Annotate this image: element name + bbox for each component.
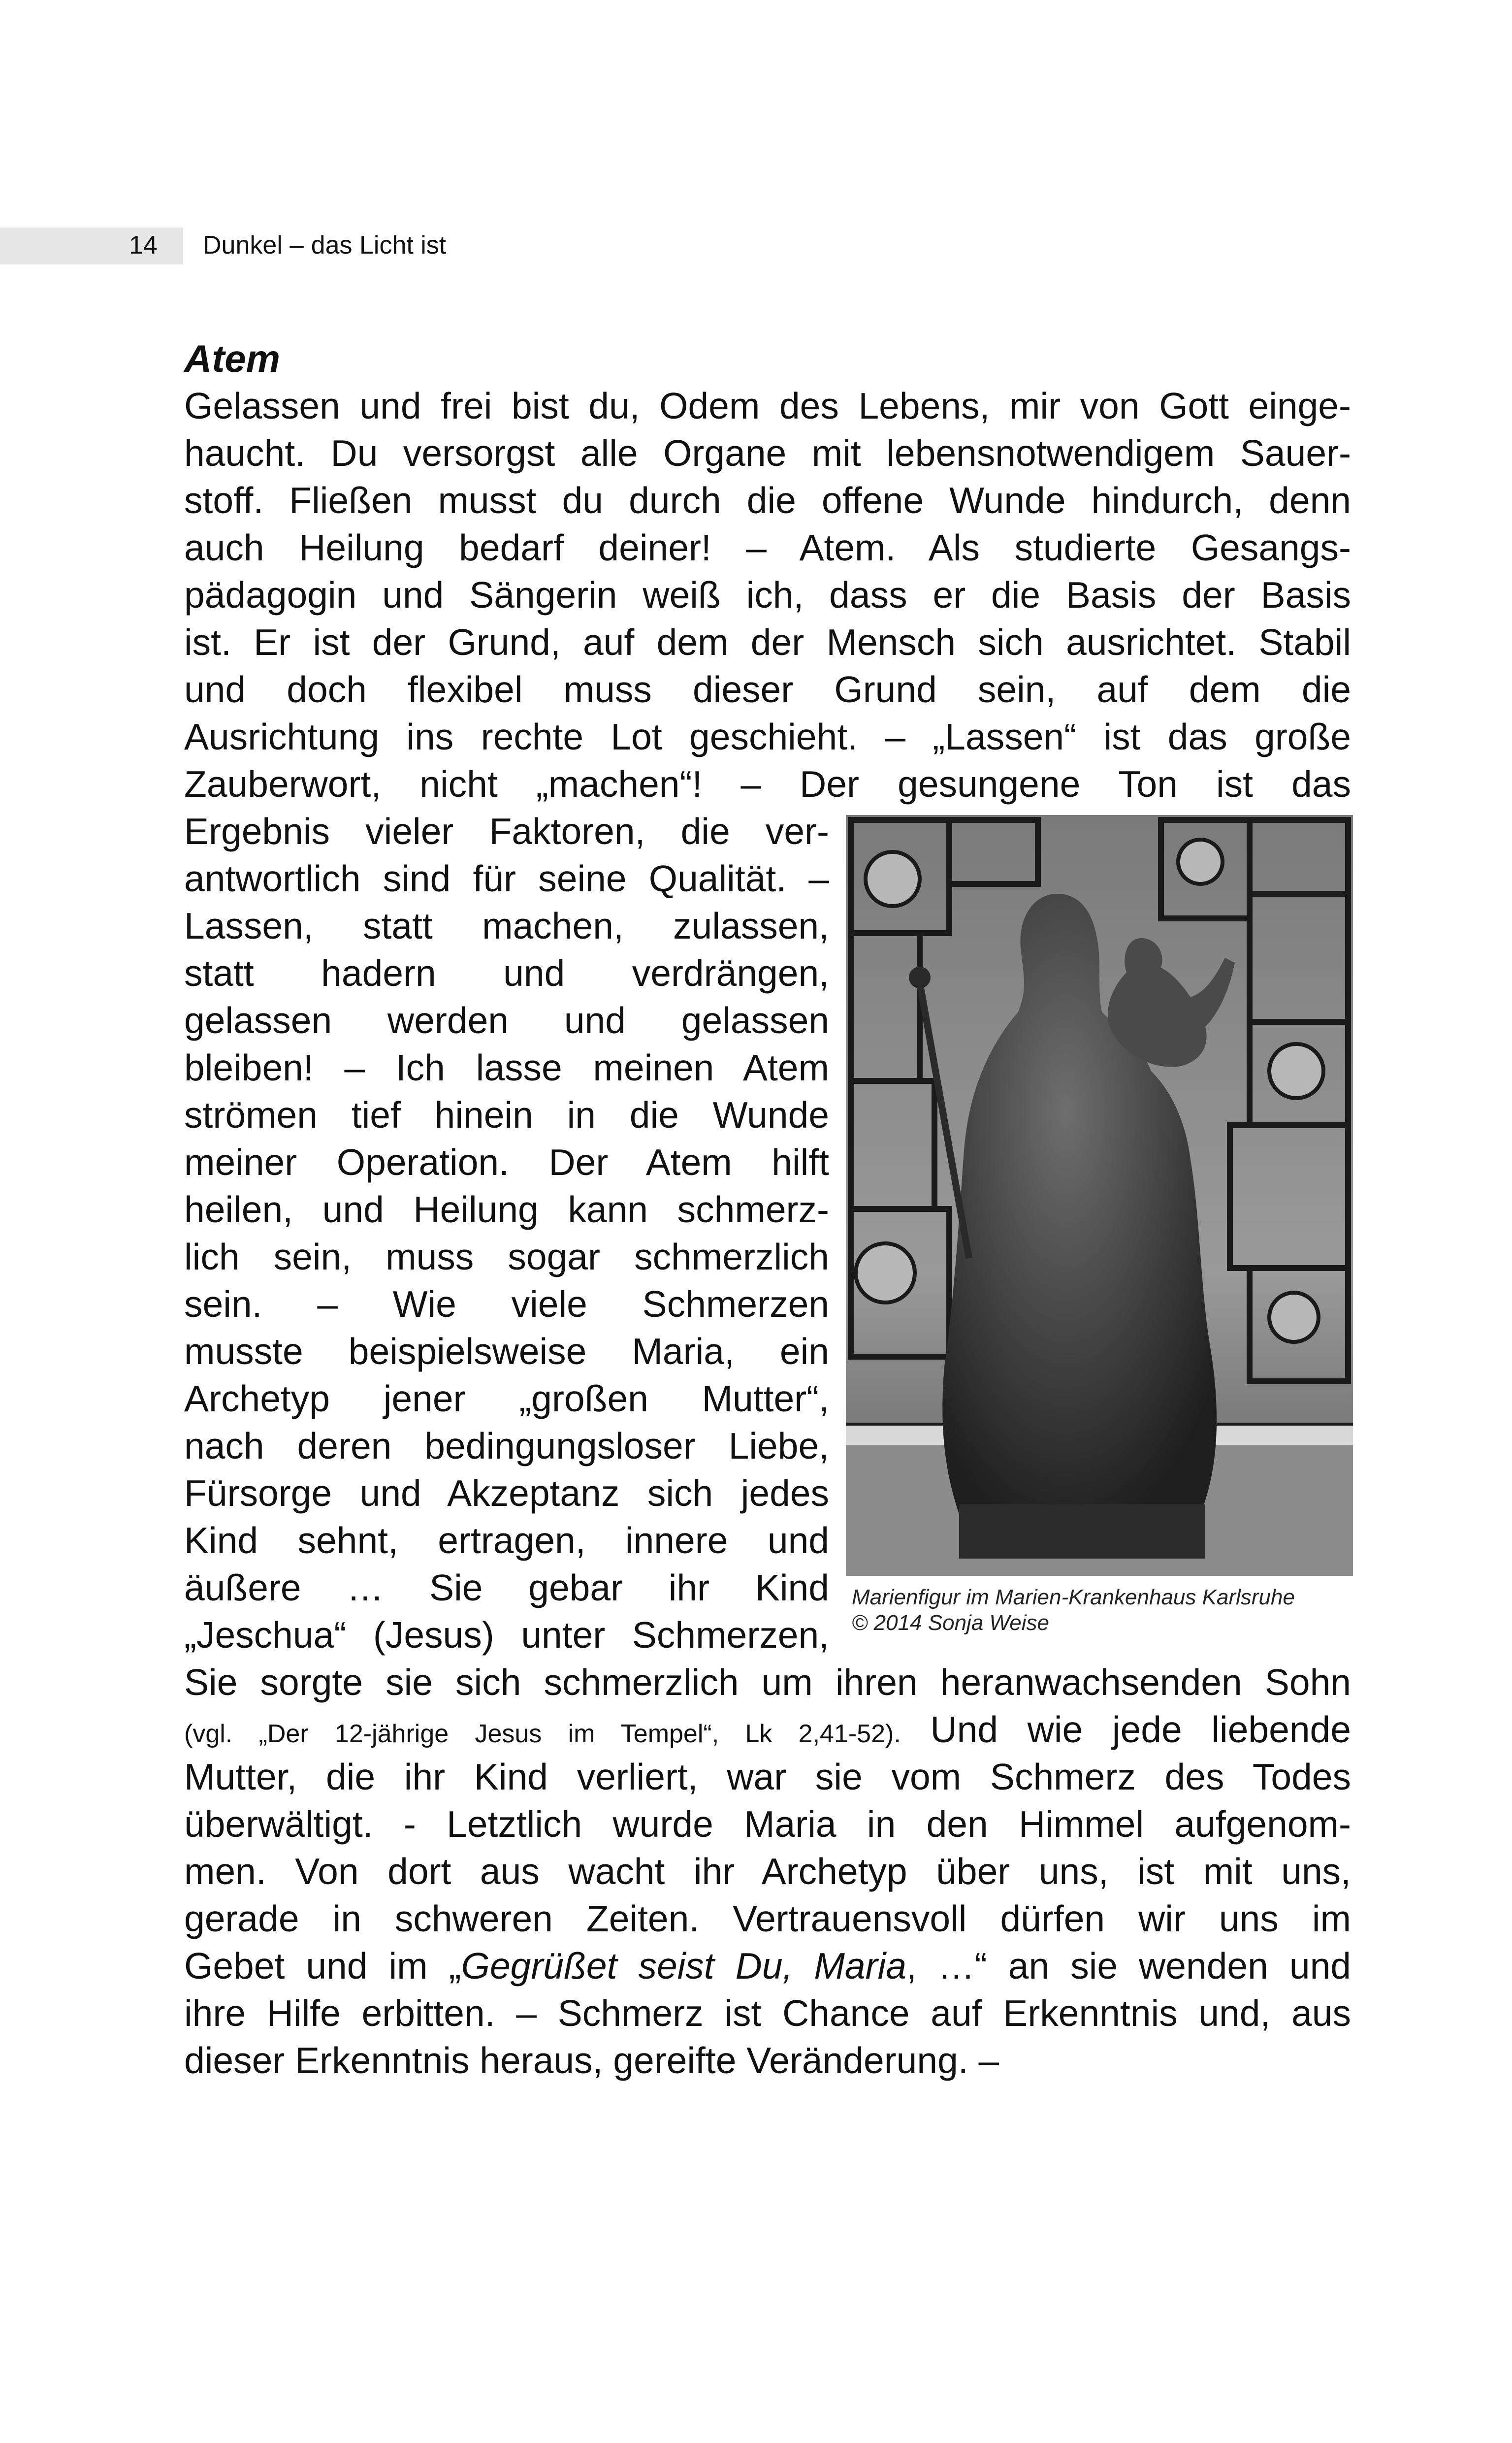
body-line: ihre Hilfe erbitten. – Schmerz ist Chance auf Erkenntnis und, aus — [184, 1992, 1351, 2034]
body-line: Gelassen und frei bist du, Odem des Lebens, mir von Gott einge- — [184, 385, 1351, 426]
body-line: haucht. Du versorgst alle Organe mit lebensnotwendigem Sauer- — [184, 432, 1351, 474]
body-line: men. Von dort aus wacht ihr Archetyp über uns, ist mit uns, — [184, 1851, 1351, 1892]
body-line: musste beispielsweise Maria, ein — [184, 1331, 829, 1372]
body-line: Kind sehnt, ertragen, innere und — [184, 1520, 829, 1561]
body-line: strömen tief hinein in die Wunde — [184, 1094, 829, 1136]
body-line: und doch flexibel muss dieser Grund sein, auf dem die — [184, 669, 1351, 710]
body-line: Lassen, statt machen, zulassen, — [184, 905, 829, 946]
body-line: statt hadern und verdrängen, — [184, 952, 829, 994]
body-line — [184, 1942, 1351, 1989]
body-line: Zauberwort, nicht „machen“! – Der gesungene Ton ist das — [184, 763, 1351, 805]
running-title: Dunkel – das Licht ist — [203, 231, 447, 260]
body-line: lich sein, muss sogar schmerzlich — [184, 1236, 829, 1277]
body-line: „Jeschua“ (Jesus) unter Schmerzen, — [184, 1614, 829, 1656]
body-line: Fürsorge und Akzeptanz sich jedes — [184, 1472, 829, 1514]
prayer-after: , …“ an sie wenden und — [906, 1945, 1351, 1987]
section-heading: Atem — [184, 337, 281, 380]
body-line: meiner Operation. Der Atem hilft — [184, 1141, 829, 1183]
body-line: Ergebnis vieler Faktoren, die ver- — [184, 811, 829, 852]
figure-credit: © 2014 Sonja Weise — [852, 1611, 1049, 1635]
body-line: stoff. Fließen musst du durch die offene Wunde hindurch, denn — [184, 480, 1351, 521]
body-line: pädagogin und Sängerin weiß ich, dass er die Basis der Basis — [184, 574, 1351, 616]
marienfigur-photo — [846, 815, 1353, 1576]
body-line: sein. – Wie viele Schmerzen — [184, 1283, 829, 1325]
body-line: Sie sorgte sie sich schmerzlich um ihren heranwachsenden Sohn — [184, 1661, 1351, 1703]
body-line-rest: Und wie jede liebende — [901, 1709, 1351, 1750]
prayer-title: Gegrüßet seist Du, Maria — [461, 1945, 906, 1987]
body-line: Archetyp jener „großen Mutter“, — [184, 1378, 829, 1419]
body-line: gelassen werden und gelassen — [184, 1000, 829, 1041]
body-line: äußere … Sie gebar ihr Kind — [184, 1567, 829, 1608]
body-line: Ausrichtung ins rechte Lot geschieht. – „Lassen“ ist das große — [184, 716, 1351, 757]
body-line: heilen, und Heilung kann schmerz- — [184, 1189, 829, 1230]
figure-caption: Marienfigur im Marien-Krankenhaus Karlsruhe — [852, 1585, 1295, 1609]
page-number: 14 — [129, 231, 158, 260]
body-line: überwältigt. - Letztlich wurde Maria in den Himmel aufgenom- — [184, 1803, 1351, 1845]
body-line: ist. Er ist der Grund, auf dem der Mensch sich ausrichtet. Stabil — [184, 621, 1351, 663]
body-line: auch Heilung bedarf deiner! – Atem. Als studierte Gesangs- — [184, 527, 1351, 568]
body-line: bleiben! – Ich lasse meinen Atem — [184, 1047, 829, 1088]
bible-reference: (vgl. „Der 12-jährige Jesus im Tempel“, Lk 2,41-52). — [184, 1720, 901, 1748]
body-line — [184, 1706, 1351, 1758]
body-line: nach deren bedingungsloser Liebe, — [184, 1425, 829, 1466]
body-line: gerade in schweren Zeiten. Vertrauensvoll dürfen wir uns im — [184, 1898, 1351, 1939]
body-line: Mutter, die ihr Kind verliert, war sie vom Schmerz des Todes — [184, 1756, 1351, 1797]
prayer-before: Gebet und im „ — [184, 1945, 461, 1987]
body-line: antwortlich sind für seine Qualität. – — [184, 858, 829, 899]
body-line: dieser Erkenntnis heraus, gereifte Veränderung. – — [184, 2040, 999, 2081]
